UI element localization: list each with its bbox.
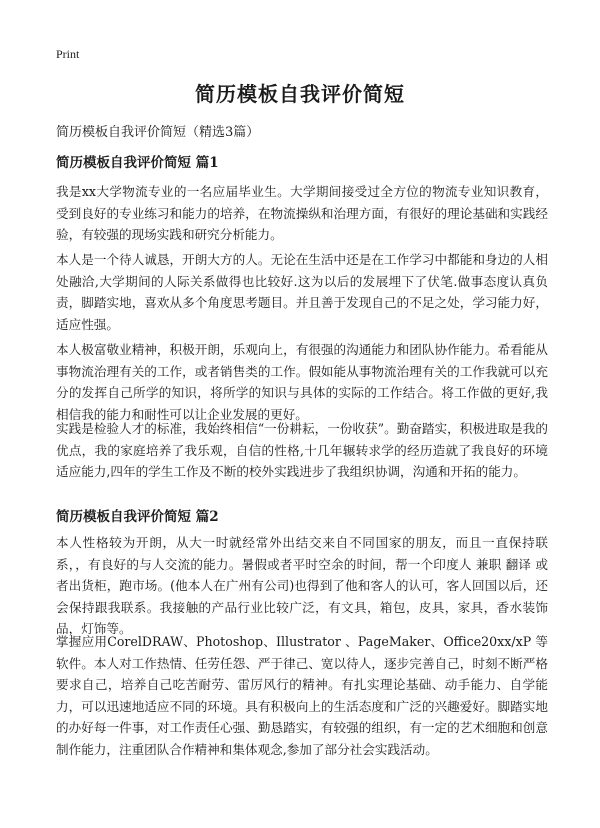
- document-subtitle: 简历模板自我评价简短（精选3篇）: [56, 125, 260, 140]
- section-heading: 简历模板自我评价简短 篇1: [56, 155, 219, 171]
- print-label: Print: [56, 47, 80, 61]
- paragraph: 本人是一个待人诚恳，开朗大方的人。无论在生活中还是在工作学习中都能和身边的人相处融洽,大学期间的人际关系做得也比较好.这为以后的发展埋下了伏笔.做事态度认真负责，脚踏实地，喜欢从多个角度思考题目。并且善于发现自己的不足之处，学习能力好，适应性强。: [56, 252, 548, 332]
- paragraph: 本人性格较为开朗，从大一时就经常外出结交来自不同国家的朋友，而且一直保持联系，，有良好的与人交流的能力。暑假或者平时空余的时间，帮一个印度人 兼职 翻译 或者出货柜，跑市场。(他本人在广州有公司)也得到了他和客人的认可，客人回国以后，还会保持跟我联系。我接触的产品行业比较广泛，有文具，箱包，皮具，家具，香水装饰品，灯饰等。: [56, 535, 548, 636]
- paragraph: 实践是检验人才的标准，我始终相信“一份耕耘，一份收获”。勤奋踏实，积极进取是我的优点，我的家庭培养了我乐观，自信的性格,十几年辗转求学的经历造就了我良好的环境适应能力,四年的学生工作及不断的校外实践进步了我组织协调，沟通和开拓的能力。: [56, 421, 548, 479]
- paragraph: 掌握应用CorelDRAW、Photoshop、Illustrator 、PageMaker、Office20xx/xP 等软件。本人对工作热情、任劳任怨、严于律己、宽以待人，逐步完善自己，时刻不断严格要求自己，培养自己吃苦耐劳、雷厉风行的精神。有扎实理论基础、动手能力、自学能力，可以迅速地适应不同的环境。具有积极向上的生活态度和广泛的兴趣爱好。脚踏实地的办好每一件事，对工作责任心强、勤恳踏实，有较强的组织，有一定的艺术细胞和创意制作能力，注重团队合作精神和集体观念,参加了部分社会实践活动。: [56, 634, 548, 757]
- section-heading: 简历模板自我评价简短 篇2: [56, 509, 219, 525]
- paragraph: 我是xx大学物流专业的一名应届毕业生。大学期间接受过全方位的物流专业知识教育，受到良好的专业练习和能力的培养，在物流操纵和治理方面，有很好的理论基础和实践经验，有较强的现场实践和研究分析能力。: [56, 184, 548, 242]
- document-title: 简历模板自我评价简短: [195, 82, 405, 106]
- paragraph: 本人极富敬业精神，积极开朗，乐观向上，有很强的沟通能力和团队协作能力。希看能从事物流治理有关的工作，或者销售类的工作。假如能从事物流治理有关的工作我就可以充分的发挥自己所学的知识，将所学的知识与具体的实际的工作结合。将工作做的更好,我相信我的能力和耐性可以让企业发展的更好。: [56, 342, 548, 422]
